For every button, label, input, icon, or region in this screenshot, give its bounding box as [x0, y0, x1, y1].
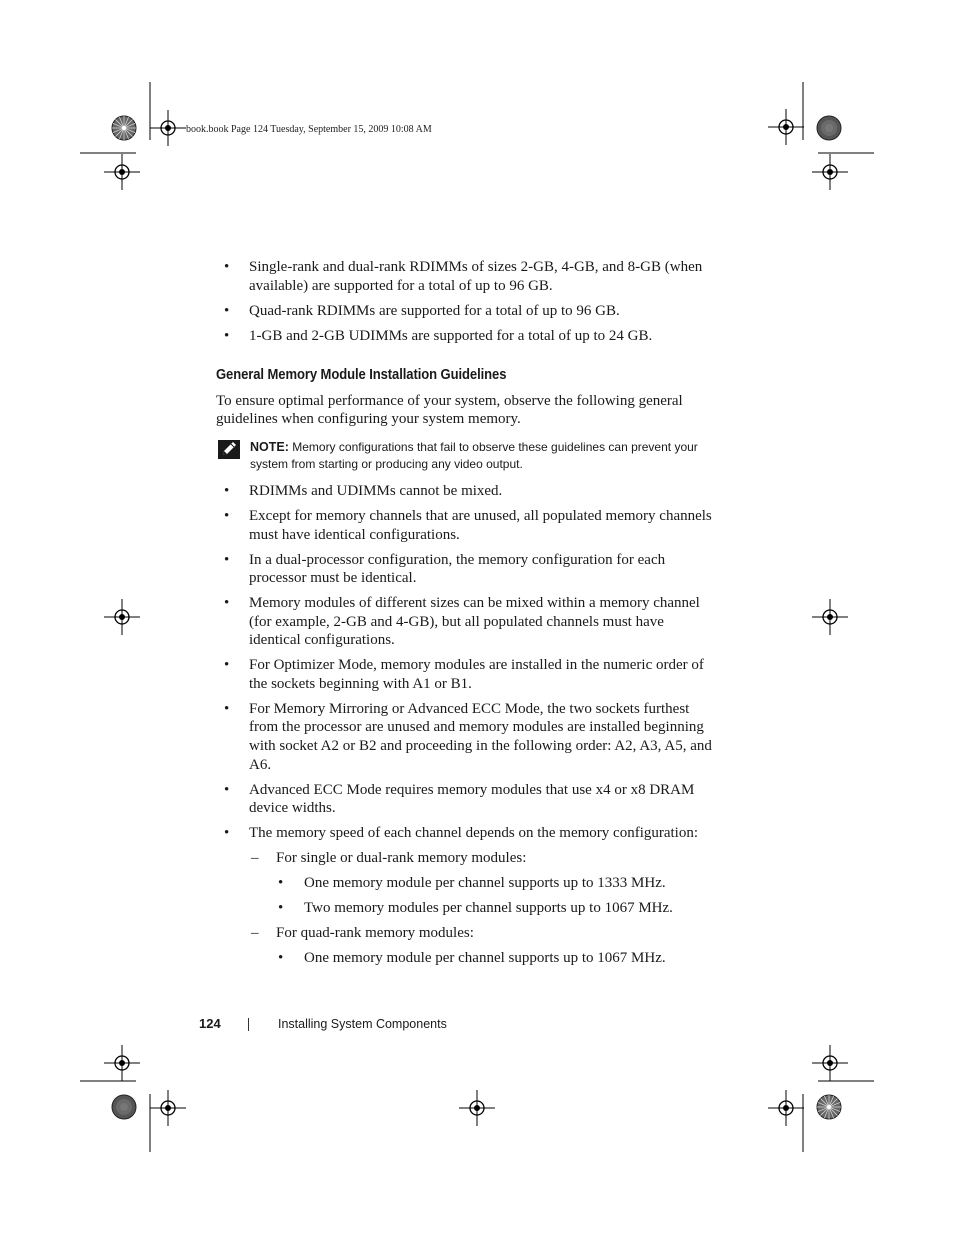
- bullet-icon: •: [224, 825, 230, 842]
- list-item-text: One memory module per channel supports up to 1067 MHz.: [304, 949, 666, 966]
- bullet-icon: •: [224, 657, 230, 674]
- list-item: [216, 258, 716, 295]
- bullet-icon: •: [224, 595, 230, 612]
- list-item-text: For quad-rank memory modules:: [276, 924, 474, 941]
- list-item: [216, 482, 716, 501]
- list-item: [216, 327, 716, 346]
- list-item: [216, 781, 716, 818]
- bullet-icon: •: [224, 259, 230, 275]
- list-item-text: 1-GB and 2-GB UDIMMs are supported for a total of up to 24 GB.: [249, 327, 653, 344]
- guidelines-list: [216, 482, 716, 967]
- dash-icon: –: [251, 849, 259, 866]
- bullet-icon: •: [224, 781, 230, 798]
- bullet-icon: •: [224, 700, 230, 717]
- section-intro: To ensure optimal performance of your system, observe the following general guidelines when configuring your system memory.: [216, 392, 683, 428]
- list-item-text: In a dual-processor configuration, the memory configuration for each processor must be identical.: [249, 551, 666, 587]
- book-header-info: book.book Page 124 Tuesday, September 15, 2009 10:08 AM: [186, 124, 432, 135]
- note-box: [216, 439, 716, 473]
- list-item-text: Advanced ECC Mode requires memory modules that use x4 or x8 DRAM device widths.: [249, 781, 695, 817]
- page-number: 124: [199, 1016, 221, 1031]
- list-item: [216, 551, 716, 588]
- list-item: [216, 507, 716, 544]
- note-text: Memory configurations that fail to observe these guidelines can prevent your system from starting or producing any video output.: [250, 439, 698, 471]
- bullet-icon: •: [224, 327, 230, 344]
- chapter-title: Installing System Components: [278, 1017, 447, 1031]
- list-item: [216, 924, 716, 943]
- note-label: NOTE:: [250, 439, 289, 454]
- bullet-icon: •: [224, 482, 230, 499]
- list-item-text: For Optimizer Mode, memory modules are installed in the numeric order of the sockets beginning with A1 or B1.: [249, 657, 704, 692]
- list-item: [216, 849, 716, 868]
- section-heading: General Memory Module Installation Guidelines: [216, 367, 507, 384]
- list-item-text: Single-rank and dual-rank RDIMMs of sizes 2-GB, 4-GB, and 8-GB (when available) are supported for a total of up to 96 GB.: [249, 259, 703, 294]
- list-item: [216, 899, 716, 918]
- bullet-icon: •: [278, 874, 284, 891]
- page-content: [216, 258, 716, 974]
- list-item-text: Two memory modules per channel supports up to 1067 MHz.: [304, 899, 673, 916]
- list-item-text: Memory modules of different sizes can be mixed within a memory channel (for example, 2-GB and 4-GB), but all populated channels must have identical configurations.: [249, 595, 700, 649]
- list-item-text: RDIMMs and UDIMMs cannot be mixed.: [249, 482, 503, 499]
- bullet-icon: •: [224, 507, 230, 524]
- speed-sublist: [216, 849, 716, 968]
- list-item: [216, 824, 716, 967]
- bullet-icon: •: [224, 551, 230, 568]
- list-item-text: For single or dual-rank memory modules:: [276, 849, 527, 866]
- bullet-icon: •: [278, 949, 284, 966]
- footer-divider: [248, 1018, 249, 1031]
- dash-icon: –: [251, 924, 259, 941]
- list-item: [216, 594, 716, 650]
- list-item-text: Except for memory channels that are unused, all populated memory channels must have identical configurations.: [249, 507, 712, 543]
- bullet-icon: •: [278, 899, 284, 916]
- top-bullet-list: [216, 258, 716, 345]
- note-pencil-icon: [218, 440, 240, 459]
- list-item-text: The memory speed of each channel depends on the memory configuration:: [249, 825, 699, 842]
- list-item: [216, 700, 716, 774]
- list-item: [216, 949, 716, 968]
- list-item-text: One memory module per channel supports up to 1333 MHz.: [304, 874, 666, 891]
- list-item: [216, 656, 716, 693]
- list-item-text: Quad-rank RDIMMs are supported for a total of up to 96 GB.: [249, 302, 620, 319]
- bullet-icon: •: [224, 302, 230, 319]
- list-item: [216, 302, 716, 321]
- list-item-text: For Memory Mirroring or Advanced ECC Mode, the two sockets furthest from the processor are unused and memory modules are installed beginning with socket A2 or B2 and proceeding in the following order: A2, A3, A5, and A6.: [249, 700, 712, 773]
- list-item: [216, 874, 716, 893]
